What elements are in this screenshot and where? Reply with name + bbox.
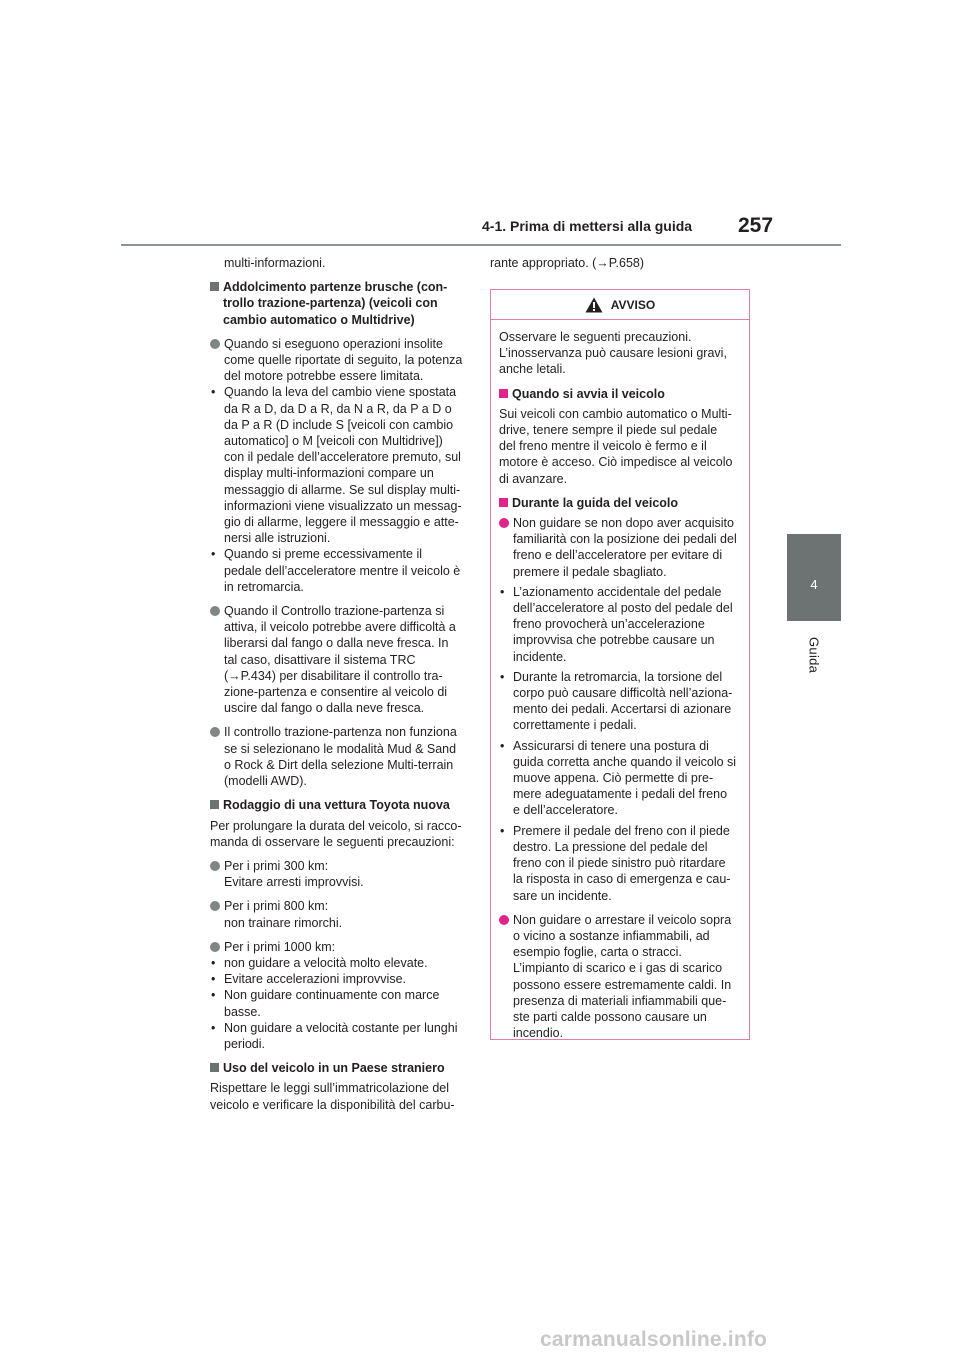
bullet-item: Quando si eseguono operazioni insolite come quelle riportate di seguito, la potenza del motore potrebbe essere limitata. [210,336,465,385]
chapter-label: Guida [806,636,822,674]
sub-item: • Quando la leva del cambio viene spostata da R a D, da D a R, da N a R, da P a D o da P a R (D include S [veicoli con cambio automatico] o M [veicoli con Multidrive]) con il pedale dell’acceleratore premuto, sul display multi-informazioni compare un messaggio di allarme. Se sul display multi- informazioni viene visualizzato un messag- gio di allarme, leggere il messaggio e atte- nersi alle istruzioni. [211,385,462,546]
header-divider [121,244,841,246]
paragraph: Rispettare le leggi sull’immatricolazione del veicolo e verificare la disponibilità del carbu- [210,1081,455,1112]
section-heading: Uso del veicolo in un Paese straniero [210,1060,465,1076]
warning-header [491,290,749,320]
continued-text: rante appropriato. (→P.658) [490,256,645,270]
section-heading: Rodaggio di una vettura Toyota nuova [210,797,465,813]
round-bullet-icon [210,727,220,737]
round-bullet-icon [499,915,509,925]
warning-heading: Quando si avvia il veicolo [499,386,741,402]
chapter-tab [787,534,841,621]
square-bullet-icon [210,282,219,291]
paragraph: Sui veicoli con cambio automatico o Multi- drive, tenere sempre il piede sul pedale del freno mentre il veicolo è fermo e il motore è acceso. Ciò impedisce al veicolo di avanzare. [499,406,733,486]
warning-triangle-icon [585,297,603,313]
square-bullet-icon [499,498,508,507]
sub-item: • non guidare a velocità molto elevate. [211,955,428,970]
round-bullet-icon [210,901,220,911]
paragraph: Per prolungare la durata del veicolo, si racco- manda di osservare le seguenti precauzioni: [210,818,462,849]
sub-item: • Evitare accelerazioni improvvise. [211,972,407,987]
left-column [210,255,465,1121]
bullet-item: Il controllo trazione-partenza non funziona se si selezionano le modalità Mud & Sand o Rock & Dirt della selezione Multi-terrain (modelli AWD). [210,724,465,789]
sub-item: • Premere il pedale del freno con il piede destro. La pressione del pedale del freno con il piede sinistro può ritardare la risposta in caso di emergenza e cau- sare un incidente. [500,823,731,903]
round-bullet-icon [499,518,509,528]
chapter-number: 4 [810,577,818,592]
warning-intro: Osservare le seguenti precauzioni. L’inosservanza può causare lesioni gravi, anche letali. [499,330,727,377]
bullet-item: Per i primi 300 km: Evitare arresti improvvisi. [210,858,465,890]
bullet-item: Non guidare se non dopo aver acquisito familiarità con la posizione dei pedali del freno e dell’acceleratore per evitare di premere il pedale sbagliato. [499,515,741,580]
warning-box [490,289,750,1040]
round-bullet-icon [210,942,220,952]
warning-title: AVVISO [610,297,656,312]
continued-text: multi-informazioni. [224,256,326,270]
section-heading: Addolcimento partenze brusche (con- trollo trazione-partenza) (veicoli con cambio automatico o Multidrive) [210,279,465,328]
round-bullet-icon [210,606,220,616]
sub-item: • Quando si preme eccessivamente il pedale dell’acceleratore mentre il veicolo è in retromarcia. [211,547,461,594]
bullet-item: Quando il Controllo trazione-partenza si attiva, il veicolo potrebbe avere difficoltà a liberarsi dal fango o dalla neve fresca. In tal caso, disattivare il sistema TRC (→P.434) per disabilitare il controllo tra- zione-partenza e consentire al veicolo di uscire dal fango o dalla neve fresca. [210,603,465,716]
bullet-item: Per i primi 1000 km: [210,939,465,955]
square-bullet-icon [499,389,508,398]
chapter-label-wrap [786,630,842,680]
sub-item: • Durante la retromarcia, la torsione del corpo può causare difficoltà nell’aziona- mento dei pedali. Accertarsi di azionare correttamente i pedali. [500,669,733,733]
watermark: carmanualsonline.info [540,1328,768,1351]
square-bullet-icon [210,1063,219,1072]
sub-item: • Non guidare continuamente con marce basse. [211,988,440,1019]
sub-item: • Non guidare a velocità costante per lunghi periodi. [211,1020,458,1051]
round-bullet-icon [210,861,220,871]
sub-item: • Assicurarsi di tenere una postura di guida corretta anche quando il veicolo si muove appena. Ciò permette di pre- mere adeguatamente i pedali del freno e dell’acceleratore. [500,738,737,818]
bullet-item: Per i primi 800 km: non trainare rimorchi. [210,898,465,930]
section-title: 4-1. Prima di mettersi alla guida [482,218,693,234]
warning-body [491,320,749,1055]
round-bullet-icon [210,339,220,349]
warning-heading: Durante la guida del veicolo [499,495,741,511]
page-number: 257 [738,214,774,237]
square-bullet-icon [210,800,219,809]
right-column [490,255,752,271]
bullet-item: Non guidare o arrestare il veicolo sopra o vicino a sostanze infiammabili, ad esempio foglie, carta o stracci. L’impianto di scarico e i gas di scarico possono essere estremamente caldi. In presenza di materiali infiammabili que- ste parti calde possono causare un incendio. [499,912,741,1042]
sub-item: • L’azionamento accidentale del pedale dell’acceleratore al posto del pedale del freno provocherà un’accelerazione improvvisa che potrebbe causare un incidente. [500,584,733,664]
